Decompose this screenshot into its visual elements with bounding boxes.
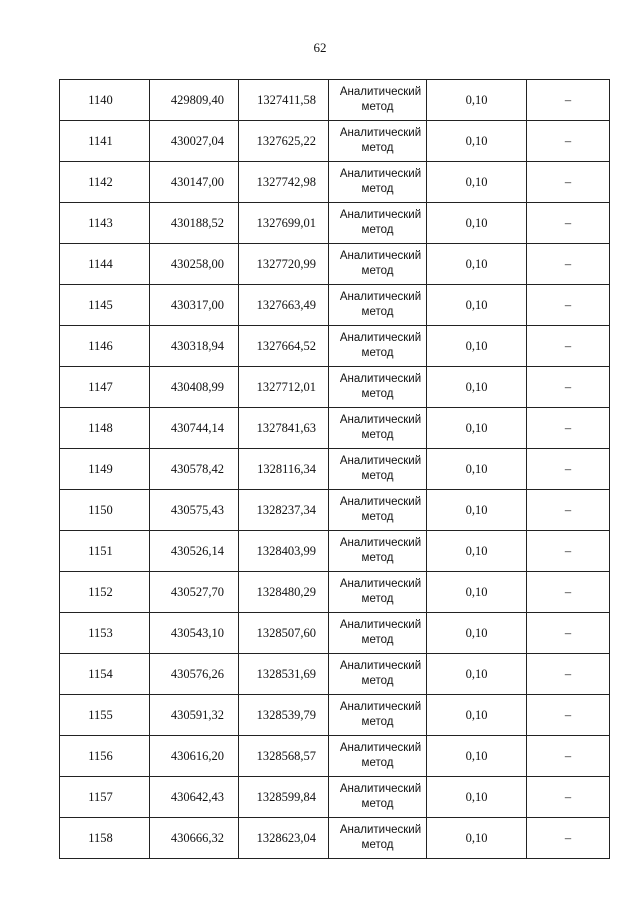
point-number-cell: 1151	[60, 531, 150, 572]
method-line-1: Аналитический	[339, 209, 422, 221]
method-cell	[329, 572, 427, 613]
method-cell	[329, 367, 427, 408]
method-cell	[329, 531, 427, 572]
accuracy-cell: 0,10	[427, 613, 527, 654]
method-line-2: метод	[361, 101, 394, 113]
x-coordinate-cell: 430526,14	[150, 531, 239, 572]
note-cell: –	[527, 449, 610, 490]
y-coordinate-cell: 1328507,60	[239, 613, 329, 654]
table-row	[60, 736, 610, 777]
method-cell	[329, 613, 427, 654]
accuracy-cell: 0,10	[427, 736, 527, 777]
accuracy-cell: 0,10	[427, 285, 527, 326]
method-line-1: Аналитический	[339, 168, 422, 180]
method-line-2: метод	[361, 306, 394, 318]
accuracy-cell: 0,10	[427, 490, 527, 531]
note-cell: –	[527, 654, 610, 695]
table-row	[60, 162, 610, 203]
coordinates-table	[59, 79, 610, 859]
table-row	[60, 367, 610, 408]
method-line-2: метод	[361, 347, 394, 359]
method-line-1: Аналитический	[339, 455, 422, 467]
method-line-1: Аналитический	[339, 578, 422, 590]
method-cell	[329, 408, 427, 449]
point-number-cell: 1148	[60, 408, 150, 449]
method-line-2: метод	[361, 511, 394, 523]
point-number-cell: 1144	[60, 244, 150, 285]
method-line-2: метод	[361, 757, 394, 769]
method-cell	[329, 121, 427, 162]
y-coordinate-cell: 1328531,69	[239, 654, 329, 695]
accuracy-cell: 0,10	[427, 449, 527, 490]
accuracy-cell: 0,10	[427, 326, 527, 367]
point-number-cell: 1140	[60, 80, 150, 121]
method-line-1: Аналитический	[339, 660, 422, 672]
point-number-cell: 1145	[60, 285, 150, 326]
method-line-1: Аналитический	[339, 537, 422, 549]
method-line-1: Аналитический	[339, 619, 422, 631]
method-line-1: Аналитический	[339, 250, 422, 262]
x-coordinate-cell: 430575,43	[150, 490, 239, 531]
x-coordinate-cell: 430642,43	[150, 777, 239, 818]
method-line-2: метод	[361, 552, 394, 564]
note-cell: –	[527, 203, 610, 244]
x-coordinate-cell: 430666,32	[150, 818, 239, 859]
note-cell: –	[527, 818, 610, 859]
method-line-1: Аналитический	[339, 824, 422, 836]
method-cell	[329, 203, 427, 244]
note-cell: –	[527, 285, 610, 326]
accuracy-cell: 0,10	[427, 121, 527, 162]
method-cell	[329, 777, 427, 818]
x-coordinate-cell: 430616,20	[150, 736, 239, 777]
accuracy-cell: 0,10	[427, 408, 527, 449]
table-row	[60, 531, 610, 572]
y-coordinate-cell: 1327720,99	[239, 244, 329, 285]
method-cell	[329, 285, 427, 326]
table-row	[60, 818, 610, 859]
y-coordinate-cell: 1328623,04	[239, 818, 329, 859]
accuracy-cell: 0,10	[427, 654, 527, 695]
method-line-1: Аналитический	[339, 127, 422, 139]
note-cell: –	[527, 736, 610, 777]
point-number-cell: 1158	[60, 818, 150, 859]
y-coordinate-cell: 1328539,79	[239, 695, 329, 736]
method-cell	[329, 490, 427, 531]
x-coordinate-cell: 430147,00	[150, 162, 239, 203]
table-row	[60, 121, 610, 162]
method-line-2: метод	[361, 224, 394, 236]
method-line-2: метод	[361, 265, 394, 277]
note-cell: –	[527, 531, 610, 572]
table-row	[60, 654, 610, 695]
method-cell	[329, 326, 427, 367]
y-coordinate-cell: 1327663,49	[239, 285, 329, 326]
y-coordinate-cell: 1328403,99	[239, 531, 329, 572]
page-number: 62	[313, 40, 327, 55]
x-coordinate-cell: 430527,70	[150, 572, 239, 613]
point-number-cell: 1157	[60, 777, 150, 818]
y-coordinate-cell: 1328568,57	[239, 736, 329, 777]
method-line-2: метод	[361, 429, 394, 441]
x-coordinate-cell: 430744,14	[150, 408, 239, 449]
y-coordinate-cell: 1327699,01	[239, 203, 329, 244]
x-coordinate-cell: 430408,99	[150, 367, 239, 408]
point-number-cell: 1143	[60, 203, 150, 244]
accuracy-cell: 0,10	[427, 162, 527, 203]
table-row	[60, 777, 610, 818]
method-line-1: Аналитический	[339, 373, 422, 385]
method-line-2: метод	[361, 183, 394, 195]
method-line-2: метод	[361, 388, 394, 400]
method-line-2: метод	[361, 593, 394, 605]
y-coordinate-cell: 1327664,52	[239, 326, 329, 367]
method-cell	[329, 736, 427, 777]
note-cell: –	[527, 326, 610, 367]
x-coordinate-cell: 430317,00	[150, 285, 239, 326]
note-cell: –	[527, 572, 610, 613]
method-line-1: Аналитический	[339, 496, 422, 508]
x-coordinate-cell: 430591,32	[150, 695, 239, 736]
method-cell	[329, 162, 427, 203]
x-coordinate-cell: 430578,42	[150, 449, 239, 490]
method-line-1: Аналитический	[339, 742, 422, 754]
y-coordinate-cell: 1327742,98	[239, 162, 329, 203]
y-coordinate-cell: 1327712,01	[239, 367, 329, 408]
method-line-2: метод	[361, 675, 394, 687]
accuracy-cell: 0,10	[427, 367, 527, 408]
method-line-2: метод	[361, 634, 394, 646]
note-cell: –	[527, 367, 610, 408]
method-line-2: метод	[361, 839, 394, 851]
point-number-cell: 1156	[60, 736, 150, 777]
table-row	[60, 285, 610, 326]
point-number-cell: 1152	[60, 572, 150, 613]
table-row	[60, 244, 610, 285]
point-number-cell: 1147	[60, 367, 150, 408]
method-line-1: Аналитический	[339, 86, 422, 98]
table-row	[60, 572, 610, 613]
table-row	[60, 613, 610, 654]
method-line-1: Аналитический	[339, 783, 422, 795]
point-number-cell: 1150	[60, 490, 150, 531]
y-coordinate-cell: 1327841,63	[239, 408, 329, 449]
table-row	[60, 203, 610, 244]
x-coordinate-cell: 430027,04	[150, 121, 239, 162]
point-number-cell: 1141	[60, 121, 150, 162]
accuracy-cell: 0,10	[427, 572, 527, 613]
accuracy-cell: 0,10	[427, 80, 527, 121]
x-coordinate-cell: 430318,94	[150, 326, 239, 367]
y-coordinate-cell: 1328116,34	[239, 449, 329, 490]
accuracy-cell: 0,10	[427, 203, 527, 244]
note-cell: –	[527, 408, 610, 449]
method-line-2: метод	[361, 716, 394, 728]
note-cell: –	[527, 162, 610, 203]
point-number-cell: 1153	[60, 613, 150, 654]
accuracy-cell: 0,10	[427, 777, 527, 818]
table-row	[60, 408, 610, 449]
note-cell: –	[527, 121, 610, 162]
note-cell: –	[527, 777, 610, 818]
method-line-1: Аналитический	[339, 332, 422, 344]
table-row	[60, 80, 610, 121]
y-coordinate-cell: 1327625,22	[239, 121, 329, 162]
point-number-cell: 1154	[60, 654, 150, 695]
accuracy-cell: 0,10	[427, 695, 527, 736]
method-cell	[329, 449, 427, 490]
accuracy-cell: 0,10	[427, 818, 527, 859]
method-line-1: Аналитический	[339, 414, 422, 426]
table-row	[60, 490, 610, 531]
accuracy-cell: 0,10	[427, 244, 527, 285]
point-number-cell: 1155	[60, 695, 150, 736]
x-coordinate-cell: 429809,40	[150, 80, 239, 121]
note-cell: –	[527, 80, 610, 121]
method-line-1: Аналитический	[339, 291, 422, 303]
point-number-cell: 1142	[60, 162, 150, 203]
point-number-cell: 1149	[60, 449, 150, 490]
table-row	[60, 449, 610, 490]
table-row	[60, 695, 610, 736]
x-coordinate-cell: 430188,52	[150, 203, 239, 244]
method-line-2: метод	[361, 798, 394, 810]
method-line-2: метод	[361, 142, 394, 154]
accuracy-cell: 0,10	[427, 531, 527, 572]
table-row	[60, 326, 610, 367]
y-coordinate-cell: 1328237,34	[239, 490, 329, 531]
point-number-cell: 1146	[60, 326, 150, 367]
method-cell	[329, 695, 427, 736]
note-cell: –	[527, 613, 610, 654]
x-coordinate-cell: 430543,10	[150, 613, 239, 654]
method-cell	[329, 80, 427, 121]
method-cell	[329, 654, 427, 695]
method-cell	[329, 818, 427, 859]
method-line-2: метод	[361, 470, 394, 482]
y-coordinate-cell: 1328480,29	[239, 572, 329, 613]
y-coordinate-cell: 1328599,84	[239, 777, 329, 818]
table-body	[60, 80, 610, 859]
note-cell: –	[527, 244, 610, 285]
note-cell: –	[527, 695, 610, 736]
x-coordinate-cell: 430258,00	[150, 244, 239, 285]
note-cell: –	[527, 490, 610, 531]
method-cell	[329, 244, 427, 285]
x-coordinate-cell: 430576,26	[150, 654, 239, 695]
y-coordinate-cell: 1327411,58	[239, 80, 329, 121]
method-line-1: Аналитический	[339, 701, 422, 713]
